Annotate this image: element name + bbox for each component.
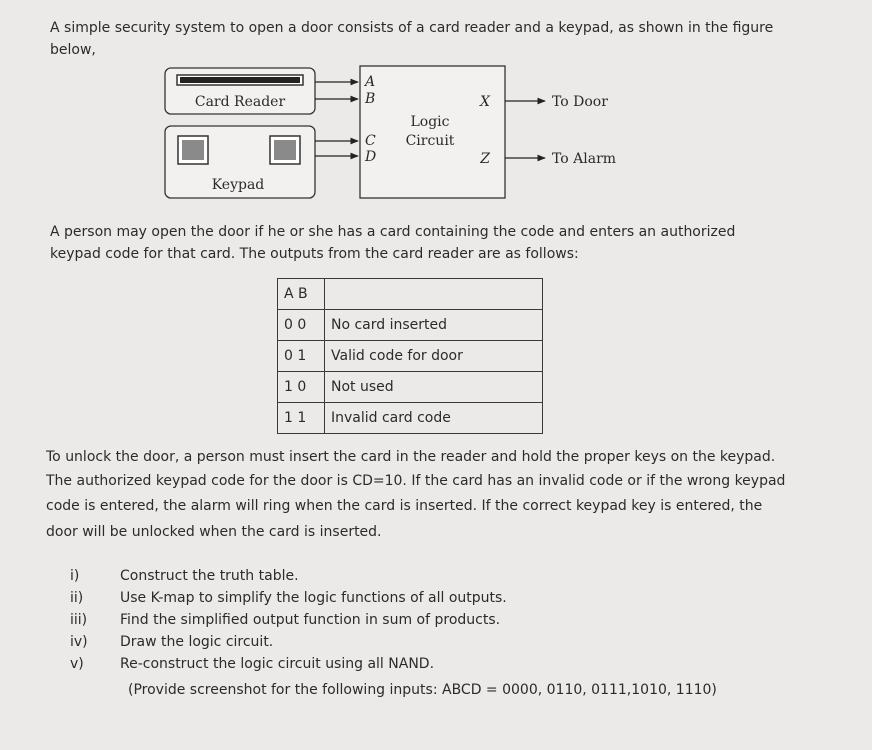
task-number: i) bbox=[70, 568, 80, 584]
task-text: Draw the logic circuit. bbox=[120, 634, 274, 650]
list-item bbox=[60, 565, 507, 587]
table-code-cell: 0 0 bbox=[278, 310, 325, 341]
task-number: v) bbox=[70, 656, 84, 672]
intro-line-1: A simple security system to open a door consists of a card reader and a keypad, as shown in the figure bbox=[50, 20, 774, 36]
logic-circuit-box bbox=[360, 66, 505, 198]
task-text: Find the simplified output function in sum of products. bbox=[120, 612, 501, 628]
para1-line-2: keypad code for that card. The outputs from the card reader are as follows: bbox=[50, 246, 579, 262]
table-row bbox=[278, 403, 543, 434]
table-code-cell: 1 0 bbox=[278, 372, 325, 403]
table-code-cell: 1 1 bbox=[278, 403, 325, 434]
screenshot-note: (Provide screenshot for the following inputs: ABCD = 0000, 0110, 0111,1010, 1110) bbox=[128, 682, 717, 698]
para2-line-1: To unlock the door, a person must insert the card in the reader and hold the proper keys on the keypad. bbox=[46, 449, 776, 465]
table-desc-cell: Valid code for door bbox=[325, 341, 543, 372]
table-row bbox=[278, 372, 543, 403]
output-x-label: X bbox=[480, 94, 490, 110]
para2-line-2: The authorized keypad code for the door is CD=10. If the card has an invalid code or if the wrong keypad bbox=[46, 473, 786, 489]
task-text: Use K-map to simplify the logic functions of all outputs. bbox=[120, 590, 507, 606]
logic-label: Logic bbox=[410, 114, 450, 130]
table-header-blank bbox=[325, 279, 543, 310]
table-header-cell: A B bbox=[278, 279, 325, 310]
list-item bbox=[60, 609, 507, 631]
task-text: Construct the truth table. bbox=[120, 568, 299, 584]
input-d-label: D bbox=[365, 149, 377, 165]
para1-line-1: A person may open the door if he or she has a card containing the code and enters an authorized bbox=[50, 224, 736, 240]
task-text: Re-construct the logic circuit using all NAND. bbox=[120, 656, 435, 672]
circuit-label: Circuit bbox=[405, 133, 455, 149]
security-system-figure bbox=[150, 58, 670, 208]
list-item bbox=[60, 631, 507, 653]
table-row bbox=[278, 310, 543, 341]
table-row bbox=[278, 341, 543, 372]
input-a-label: A bbox=[365, 74, 376, 90]
intro-line-2: below, bbox=[50, 42, 96, 58]
para2-line-4: door will be unlocked when the card is inserted. bbox=[46, 524, 382, 540]
task-number: ii) bbox=[70, 590, 84, 606]
para2-line-3: code is entered, the alarm will ring when the card is inserted. If the correct keypad key is entered, the bbox=[46, 498, 763, 514]
to-door-label: To Door bbox=[552, 94, 608, 110]
table-desc-cell: Invalid card code bbox=[325, 403, 543, 434]
card-output-table bbox=[277, 278, 543, 434]
task-number: iv) bbox=[70, 634, 88, 650]
table-code-cell: 0 1 bbox=[278, 341, 325, 372]
list-item bbox=[60, 587, 507, 609]
table-desc-cell: No card inserted bbox=[325, 310, 543, 341]
output-z-label: Z bbox=[480, 151, 490, 167]
to-alarm-label: To Alarm bbox=[552, 151, 617, 167]
card-slot-dark bbox=[180, 77, 300, 83]
input-c-label: C bbox=[365, 133, 376, 149]
keypad-label: Keypad bbox=[211, 177, 265, 193]
card-reader-label: Card Reader bbox=[194, 94, 286, 110]
table-desc-cell: Not used bbox=[325, 372, 543, 403]
task-number: iii) bbox=[70, 612, 88, 628]
list-item bbox=[60, 653, 507, 675]
key-left-face bbox=[182, 140, 204, 160]
task-list bbox=[60, 565, 507, 675]
key-right-face bbox=[274, 140, 296, 160]
input-b-label: B bbox=[365, 91, 376, 107]
table-header-row bbox=[278, 279, 543, 310]
